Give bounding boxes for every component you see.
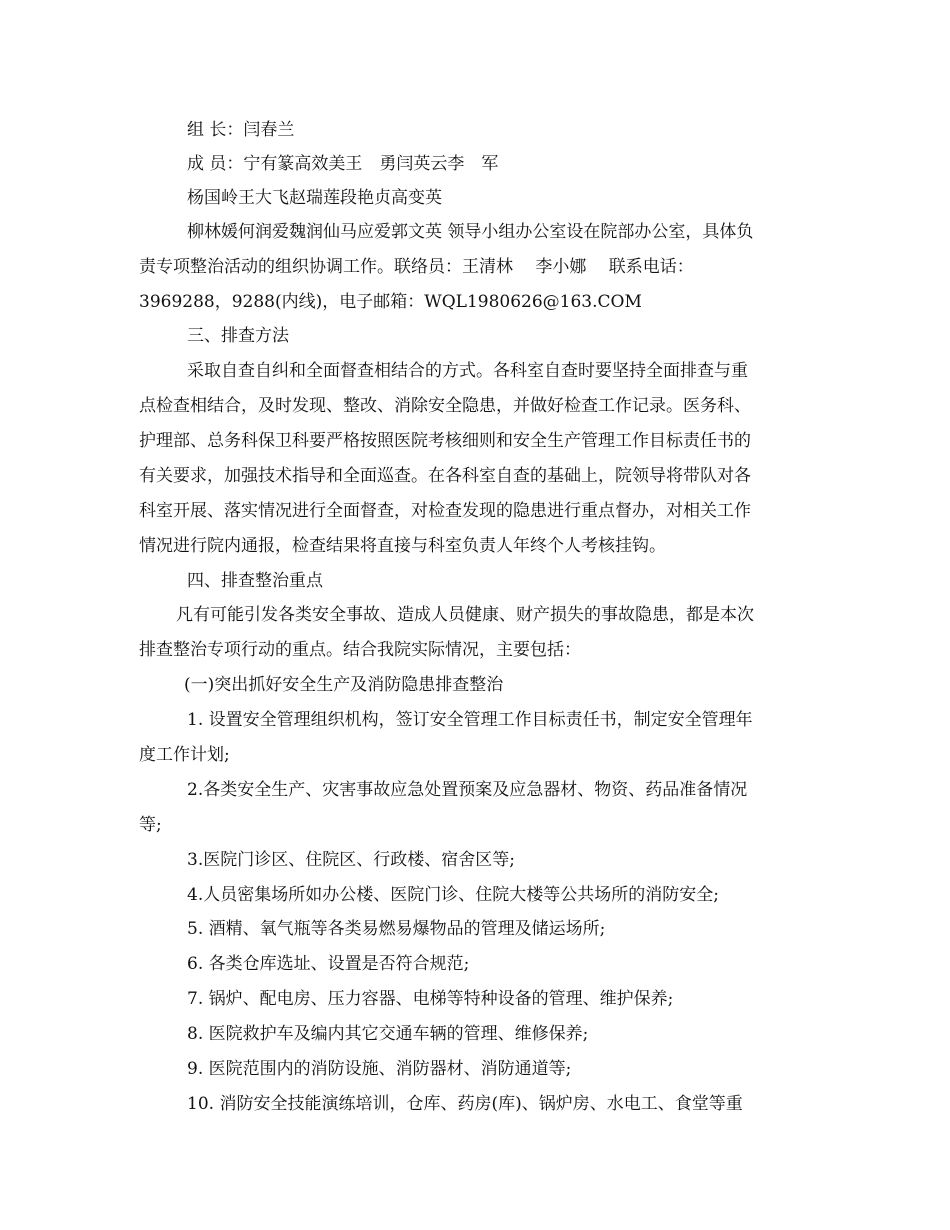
method-paragraph-line: 情况进行院内通报，检查结果将直接与科室负责人年终个人考核挂钩。 — [139, 536, 666, 556]
list-item-6: 6. 各类仓库选址、设置是否符合规范; — [187, 954, 470, 974]
focus-paragraph-line: 排查整治专项行动的重点。结合我院实际情况，主要包括： — [139, 640, 581, 660]
subsection-heading: (一)突出抓好安全生产及消防隐患排查整治 — [184, 675, 504, 695]
phone-email-line: 3969288，9288(内线)，电子邮箱：WQL1980626@163.COM — [139, 292, 642, 312]
method-paragraph-line: 科室开展、落实情况进行全面督查，对检查发现的隐患进行重点督办，对相关工作 — [139, 501, 751, 521]
method-paragraph-line: 护理部、总务科保卫科要严格按照医院考核细则和安全生产管理工作目标责任书的 — [139, 431, 751, 451]
members-continued-line: 杨国岭王大飞赵瑞莲段艳贞高变英 — [187, 188, 442, 208]
list-item-3: 3.医院门诊区、住院区、行政楼、宿舍区等; — [187, 850, 515, 870]
list-item-1-continued: 度工作计划; — [139, 745, 230, 765]
method-paragraph-line: 点检查相结合，及时发现、整改、消除安全隐患，并做好检查工作记录。医务科、 — [139, 396, 751, 416]
section-heading-focus: 四、排查整治重点 — [187, 571, 323, 591]
list-item-2-continued: 等; — [139, 815, 162, 835]
method-paragraph-line: 有关要求，加强技术指导和全面巡查。在各科室自查的基础上，院领导将带队对各 — [139, 466, 751, 486]
focus-paragraph-line: 凡有可能引发各类安全事故、造成人员健康、财产损失的事故隐患，都是本次 — [176, 605, 754, 625]
leader-line: 组 长：闫春兰 — [187, 120, 295, 140]
list-item-2: 2.各类安全生产、灾害事故应急处置预案及应急器材、物资、药品准备情况 — [187, 780, 748, 800]
list-item-5: 5. 酒精、氧气瓶等各类易燃易爆物品的管理及储运场所; — [187, 919, 606, 939]
contact-line: 责专项整治活动的组织协调工作。联络员：王清林 李小娜 联系电话： — [139, 257, 694, 277]
list-item-7: 7. 锅炉、配电房、压力容器、电梯等特种设备的管理、维护保养; — [187, 989, 674, 1009]
members-line: 成 员：宁有篆高效美王 勇闫英云李 军 — [187, 154, 499, 174]
list-item-1: 1. 设置安全管理组织机构，签订安全管理工作目标责任书，制定安全管理年 — [187, 710, 753, 730]
list-item-10: 10. 消防安全技能演练培训，仓库、药房(库)、锅炉房、水电工、食堂等重 — [187, 1094, 743, 1114]
section-heading-method: 三、排查方法 — [187, 326, 289, 346]
list-item-4: 4.人员密集场所如办公楼、医院门诊、住院大楼等公共场所的消防安全; — [187, 885, 719, 905]
list-item-9: 9. 医院范围内的消防设施、消防器材、消防通道等; — [187, 1059, 572, 1079]
list-item-8: 8. 医院救护车及编内其它交通车辆的管理、维修保养; — [187, 1024, 589, 1044]
members-office-line: 柳林媛何润爱魏润仙马应爱郭文英 领导小组办公室设在院部办公室，具体负 — [187, 222, 754, 242]
method-paragraph-line: 采取自查自纠和全面督查相结合的方式。各科室自查时要坚持全面排查与重 — [187, 361, 748, 381]
